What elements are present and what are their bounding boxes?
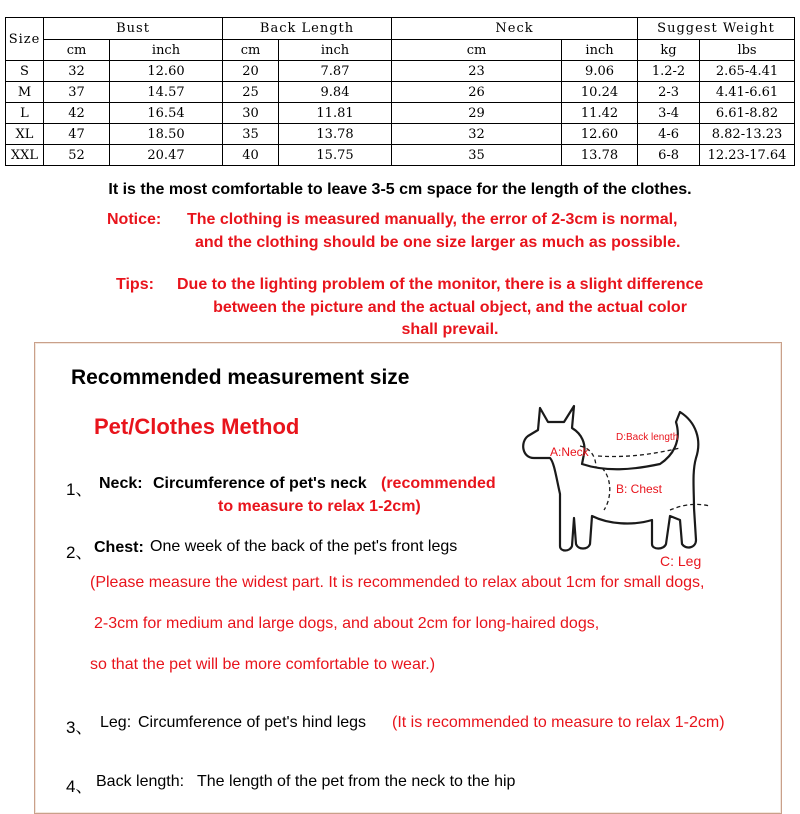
table-cell: 30	[223, 103, 279, 124]
table-cell: 29	[392, 103, 562, 124]
item-1-note-line-2: to measure to relax 1-2cm)	[218, 498, 421, 515]
table-cell: 32	[392, 124, 562, 145]
notice-line-2: and the clothing should be one size larger as much as possible.	[195, 234, 681, 251]
table-cell: 18.50	[110, 124, 223, 145]
diagram-label-chest: B: Chest	[616, 482, 663, 496]
item-4-label: Back length:	[96, 773, 185, 790]
item-1-label: Neck:	[99, 475, 143, 492]
table-cell: 13.78	[279, 124, 392, 145]
diagram-label-leg: C: Leg	[660, 553, 702, 569]
item-2-text: One week of the back of the pet's front legs	[150, 538, 458, 555]
table-cell: 15.75	[279, 145, 392, 166]
back-measure-line	[598, 448, 680, 457]
notice-label: Notice:	[107, 211, 162, 228]
size-cell: M	[6, 82, 44, 103]
table-cell: 16.54	[110, 103, 223, 124]
item-4-text: The length of the pet from the neck to the hip	[197, 773, 516, 790]
size-cell: L	[6, 103, 44, 124]
unit-cell: cm	[44, 40, 110, 61]
item-1-number: 1、	[66, 480, 93, 499]
item-2-label: Chest:	[94, 539, 144, 556]
table-cell: 20	[223, 61, 279, 82]
table-cell: 47	[44, 124, 110, 145]
table-cell: 11.81	[279, 103, 392, 124]
table-cell: 6.61-8.82	[700, 103, 795, 124]
chest-measure-line	[602, 468, 610, 510]
item-1-note-line-1: (recommended	[381, 475, 496, 492]
method-title: Pet/Clothes Method	[94, 414, 300, 439]
item-2-number: 2、	[66, 543, 93, 562]
table-cell: 3-4	[638, 103, 700, 124]
guide-title: Recommended measurement size	[71, 366, 410, 389]
item-2-note-line-1: (Please measure the widest part. It is recommended to relax about 1cm for small dogs,	[90, 574, 705, 591]
table-cell: 25	[223, 82, 279, 103]
table-cell: 2-3	[638, 82, 700, 103]
unit-cell: lbs	[700, 40, 795, 61]
suggest-weight-header-cell: Suggest Weight	[638, 18, 795, 40]
table-cell: 32	[44, 61, 110, 82]
item-3-label: Leg:	[100, 714, 132, 731]
item-1-text: Circumference of pet's neck	[153, 475, 367, 492]
item-2-note-line-2: 2-3cm for medium and large dogs, and about 2cm for long-haired dogs,	[94, 615, 600, 632]
size-cell: XL	[6, 124, 44, 145]
tips-line-1: Due to the lighting problem of the monitor, there is a slight difference	[177, 276, 704, 293]
unit-cell: cm	[223, 40, 279, 61]
table-cell: 35	[392, 145, 562, 166]
item-2-note-line-3: so that the pet will be more comfortable to wear.)	[90, 656, 436, 673]
tips-label: Tips:	[116, 276, 154, 293]
back-length-header-cell: Back Length	[223, 18, 392, 40]
table-row-xl	[6, 124, 795, 145]
size-table	[5, 17, 795, 166]
size-cell: S	[6, 61, 44, 82]
table-cell: 10.24	[562, 82, 638, 103]
table-cell: 11.42	[562, 103, 638, 124]
table-cell: 12.60	[110, 61, 223, 82]
item-3-note-line-1: (It is recommended to measure to relax 1-2cm)	[392, 714, 725, 731]
table-cell: 13.78	[562, 145, 638, 166]
comfort-note: It is the most comfortable to leave 3-5 cm space for the length of the clothes.	[108, 181, 692, 198]
table-cell: 40	[223, 145, 279, 166]
unit-cell: inch	[279, 40, 392, 61]
diagram-label-neck: A:Neck	[550, 445, 589, 459]
diagram-label-back: D:Back length	[616, 432, 679, 443]
table-cell: 4-6	[638, 124, 700, 145]
item-3-text: Circumference of pet's hind legs	[138, 714, 367, 731]
table-cell: 9.84	[279, 82, 392, 103]
tips-line-2: between the picture and the actual object, and the actual color	[213, 299, 687, 316]
table-header-row	[6, 18, 795, 40]
table-cell: 52	[44, 145, 110, 166]
table-cell: 20.47	[110, 145, 223, 166]
table-cell: 23	[392, 61, 562, 82]
table-cell: 8.82-13.23	[700, 124, 795, 145]
table-cell: 42	[44, 103, 110, 124]
size-header-cell: Size	[6, 18, 44, 61]
size-cell: XXL	[6, 145, 44, 166]
bust-header-cell: Bust	[44, 18, 223, 40]
neck-header-cell: Neck	[392, 18, 638, 40]
table-cell: 9.06	[562, 61, 638, 82]
table-cell: 12.23-17.64	[700, 145, 795, 166]
unit-cell: cm	[392, 40, 562, 61]
table-row-l	[6, 103, 795, 124]
leg-measure-line	[670, 504, 710, 510]
item-4-number: 4、	[66, 777, 93, 796]
unit-cell: inch	[110, 40, 223, 61]
table-cell: 12.60	[562, 124, 638, 145]
unit-cell: kg	[638, 40, 700, 61]
table-cell: 4.41-6.61	[700, 82, 795, 103]
table-cell: 26	[392, 82, 562, 103]
table-row-m	[6, 82, 795, 103]
table-row-s	[6, 61, 795, 82]
table-cell: 35	[223, 124, 279, 145]
dog-silhouette-icon	[523, 406, 698, 551]
table-cell: 14.57	[110, 82, 223, 103]
table-units-row	[6, 40, 795, 61]
table-cell: 7.87	[279, 61, 392, 82]
notice-line-1: The clothing is measured manually, the error of 2-3cm is normal,	[187, 211, 678, 228]
table-row-xxl	[6, 145, 795, 166]
dog-measurement-diagram	[520, 398, 760, 573]
item-3-number: 3、	[66, 718, 93, 737]
unit-cell: inch	[562, 40, 638, 61]
tips-line-3: shall prevail.	[401, 321, 499, 338]
table-cell: 2.65-4.41	[700, 61, 795, 82]
table-cell: 37	[44, 82, 110, 103]
table-cell: 1.2-2	[638, 61, 700, 82]
table-cell: 6-8	[638, 145, 700, 166]
